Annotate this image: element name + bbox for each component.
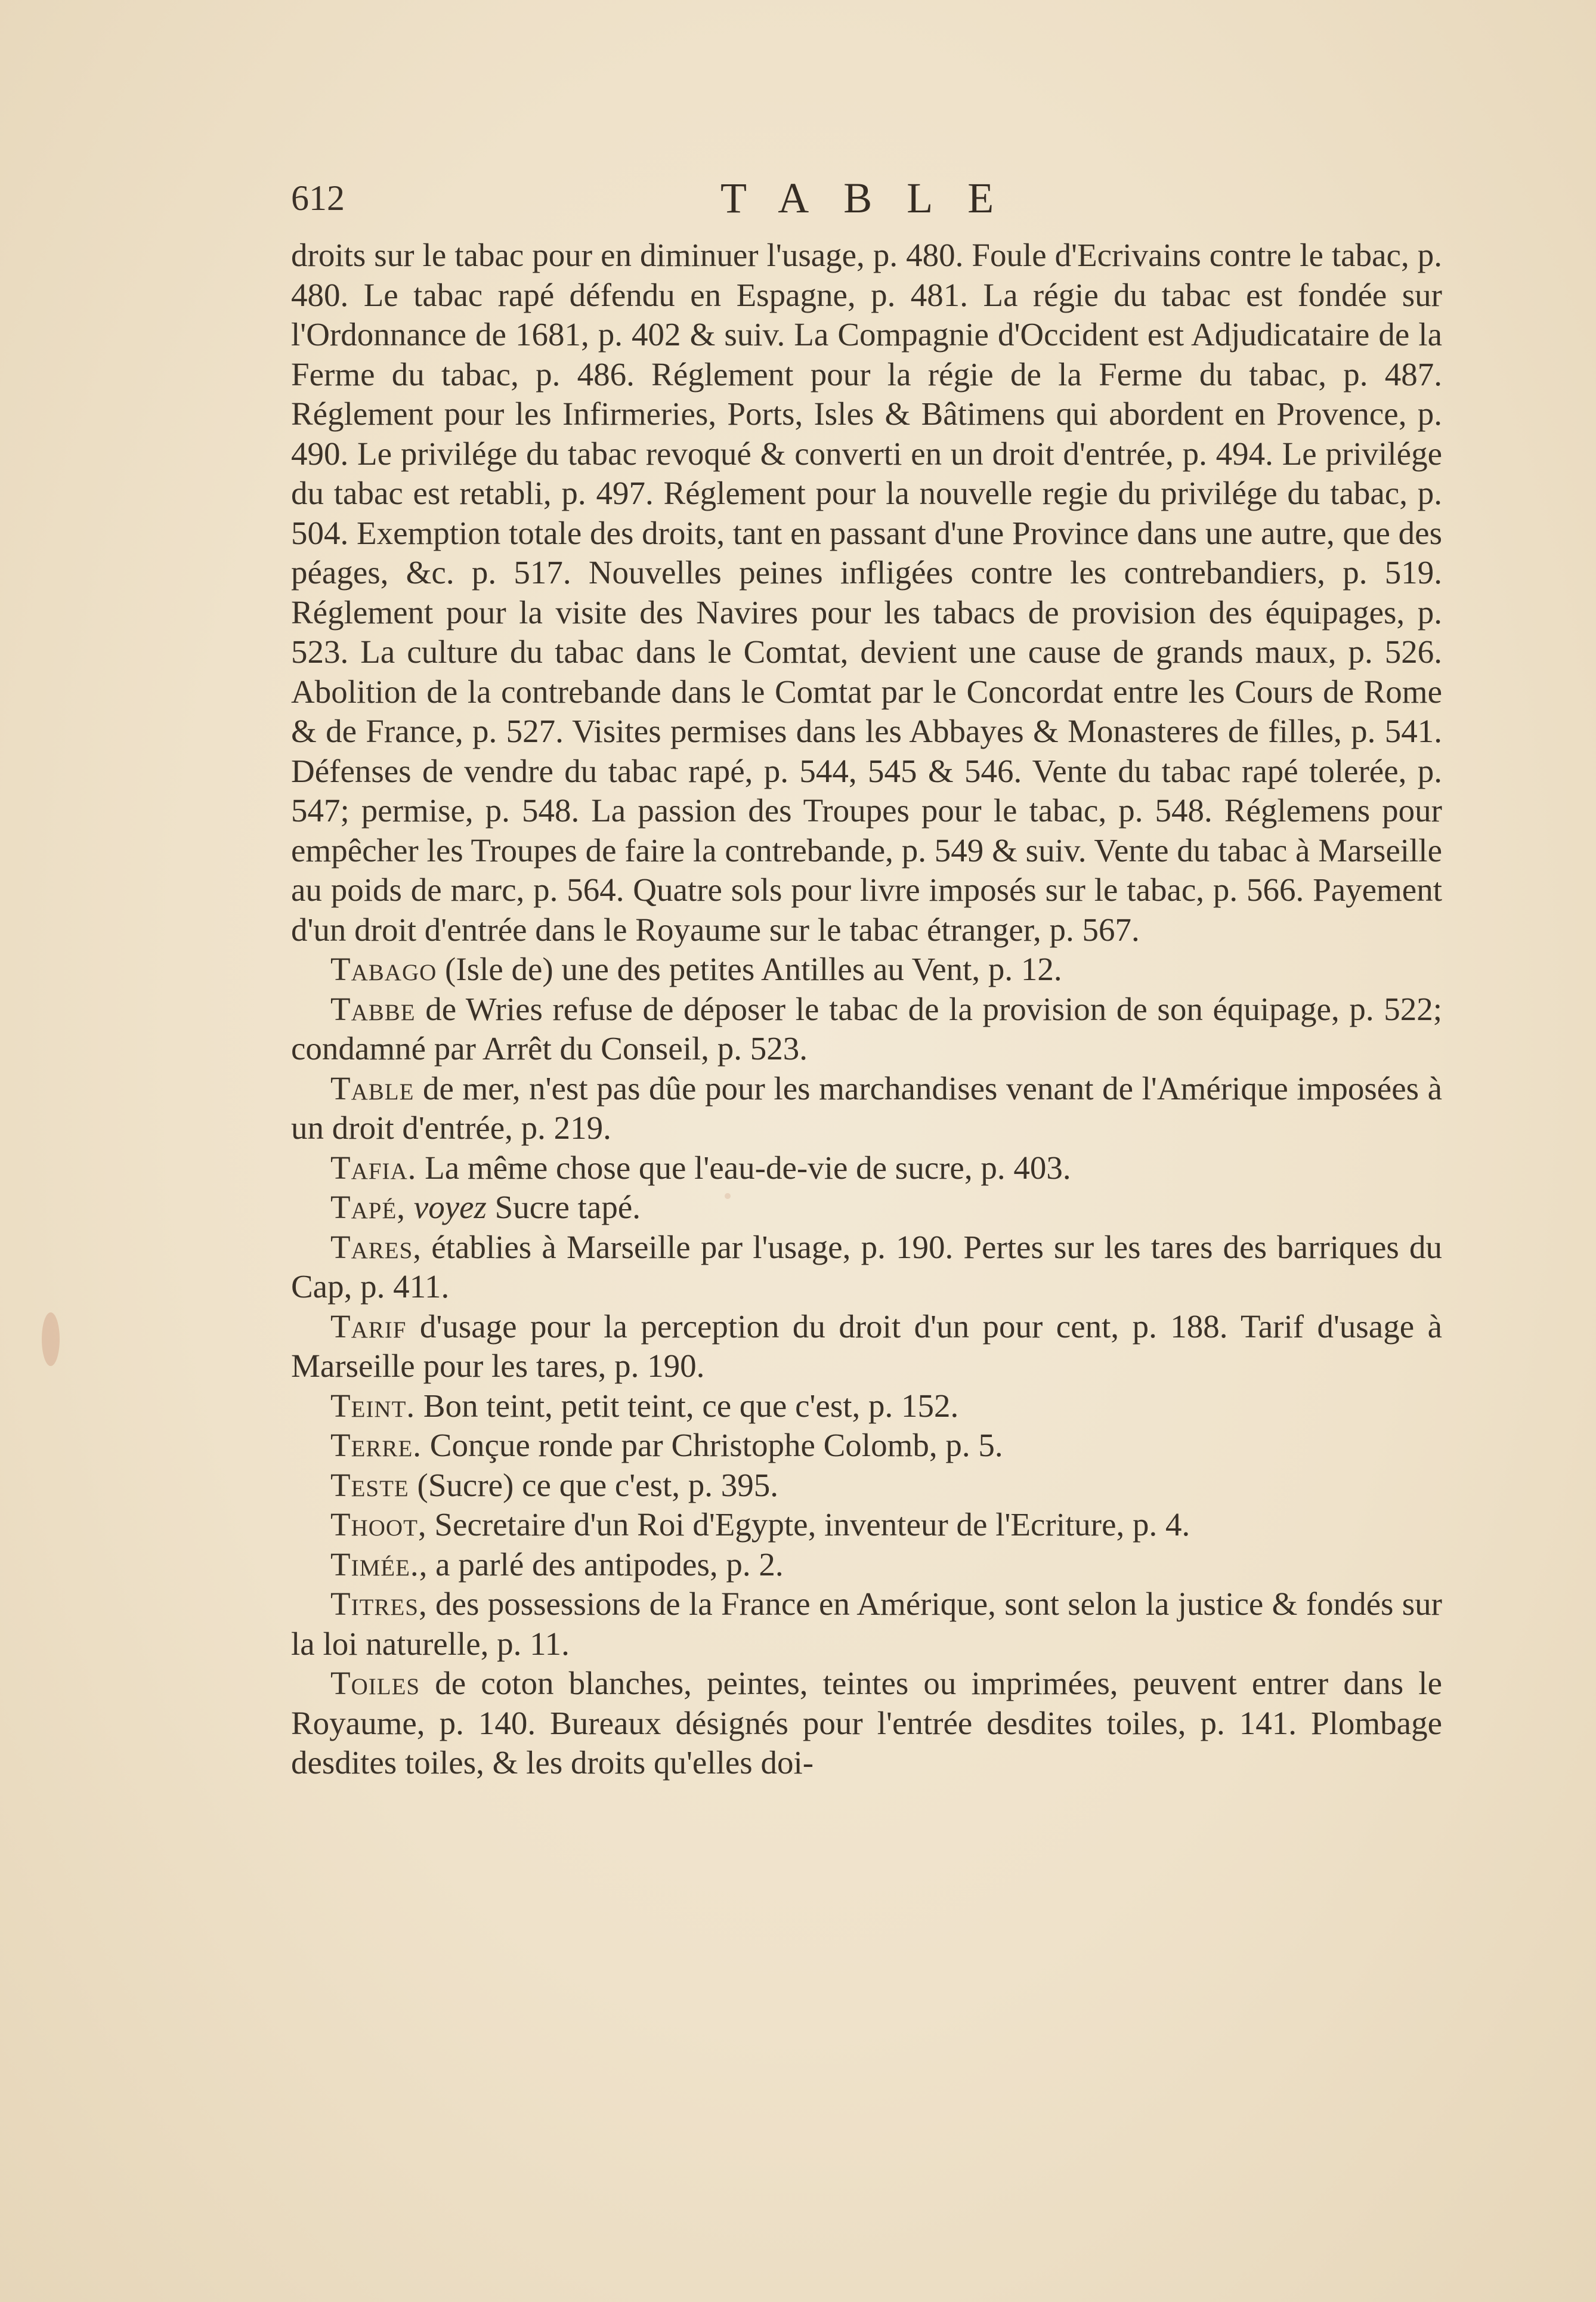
entry-headword: Toiles [330,1665,420,1701]
entry-headword: Tapé, [330,1189,406,1225]
entry-text: droits sur le tabac pour en diminuer l'usage, p. 480. Foule d'Ecrivains contre le tabac, p. 480. Le tabac rapé défendu en Espagne, p. 481. La régie du tabac est fondée sur l'Ordonnance de 1681, p. 402 & suiv. La Compagnie d'Occident est Adjudicataire de la Ferme du tabac, p. 486. Réglement pour la régie de la Ferme du tabac, p. 487. Réglement pour les Infirmeries, Ports, Isles & Bâtimens qui abordent en Provence, p. 490. Le privilége du tabac revoqué & converti en un droit d'entrée, p. 494. Le privilége du tabac est retabli, p. 497. Réglement pour la nouvelle regie du privilége du tabac, p. 504. Exemption totale des droits, tant en passant d'une Province dans une autre, que des péages, &c. p. 517. Nouvelles peines infligées contre les contrebandiers, p. 519. Réglement pour la visite des Navires pour les tabacs de provision des équipages, p. 523. La culture du tabac dans le Comtat, devient une cause de grands maux, p. 526. Abolition de la contrebande dans le Comtat par le Concordat entre les Cours de Rome & de France, p. 527. Visites permises dans les Abbayes & Monasteres de filles, p. 541. Défenses de vendre du tabac rapé, p. 544, 545 & 546. Vente du tabac rapé tolerée, p. 547; permise, p. 548. La passion des Troupes pour le tabac, p. 548. Réglemens pour empêcher les Troupes de faire la contrebande, p. 549 & suiv. Vente du tabac à Marseille au poids de marc, p. 564. Quatre sols pour livre imposés sur le tabac, p. 566. Payement d'un droit d'entrée dans le Royaume sur le tabac étranger, p. 567. [291,237,1442,948]
entry-text: Bon teint, petit teint, ce que c'est, p. 152. [415,1387,959,1424]
entry-headword: Tabbe [330,990,416,1027]
entry-headword: Terre. [330,1427,422,1463]
entry-headword: Table [330,1070,415,1107]
entry-headword: Teste [330,1466,409,1503]
entry-headword: Tares [330,1228,413,1265]
entry-text: , Secretaire d'un Roi d'Egypte, inventeur de l'Ecriture, p. 4. [417,1506,1190,1543]
entry-text: de mer, n'est pas dûe pour les marchandises venant de l'Amérique imposées à un droit d'entrée, p. 219. [291,1070,1442,1146]
index-entry [291,1664,1442,1783]
entry-text: (Sucre) ce que c'est, p. 395. [409,1466,779,1503]
index-entry [291,1069,1442,1148]
index-text-block [291,236,1442,1783]
entry-text: de Wries refuse de déposer le tabac de la provision de son équipage, p. 522; condamné par Arrêt du Conseil, p. 523. [291,990,1442,1067]
entry-text: (Isle de) une des petites Antilles au Vent, p. 12. [437,951,1062,987]
index-entry [291,1386,1442,1426]
entry-text: , des possessions de la France en Amérique, sont selon la justice & fondés sur la loi naturelle, p. 11. [291,1586,1442,1662]
index-entry [291,1307,1442,1386]
index-entry-continued [291,236,1442,950]
entry-text: La même chose que l'eau-de-vie de sucre, p. 403. [416,1149,1071,1186]
running-head: TABLE [720,174,1029,222]
page-number: 612 [291,178,345,218]
entry-headword: Tafia. [330,1149,417,1186]
index-entry [291,1188,1442,1228]
entry-text: Conçue ronde par Christophe Colomb, p. 5. [422,1427,1003,1463]
page-header [291,174,1245,222]
index-entry [291,950,1442,990]
entry-text: , établies à Marseille par l'usage, p. 190. Pertes sur les tares des barriques du Cap, p. 411. [291,1228,1442,1305]
index-entry [291,1466,1442,1506]
entry-text: d'usage pour la perception du droit d'un pour cent, p. 188. Tarif d'usage à Marseille pour les tares, p. 190. [291,1308,1442,1384]
entry-headword: Timée. [330,1546,419,1583]
index-entry [291,990,1442,1069]
index-entry [291,1426,1442,1466]
index-entry [291,1584,1442,1664]
index-entry [291,1148,1442,1188]
foxing-stain [42,1312,60,1366]
entry-text: de coton blanches, peintes, teintes ou imprimées, peuvent entrer dans le Royaume, p. 140. Bureaux désignés pour l'entrée desdites toiles, p. 141. Plombage desdites toiles, & les droits qu'elles doi- [291,1665,1442,1781]
entry-headword: Tarif [330,1308,407,1345]
index-entry [291,1505,1442,1545]
entry-cross-reference: voyez [413,1189,487,1225]
entry-headword: Tabago [330,951,437,987]
index-entry [291,1228,1442,1307]
entry-headword: Titres [330,1586,419,1622]
entry-headword: Thoot [330,1506,418,1543]
index-entry [291,1545,1442,1585]
entry-headword: Teint. [330,1387,416,1424]
entry-text: Sucre tapé. [486,1189,641,1225]
entry-text: , a parlé des antipodes, p. 2. [419,1546,784,1583]
